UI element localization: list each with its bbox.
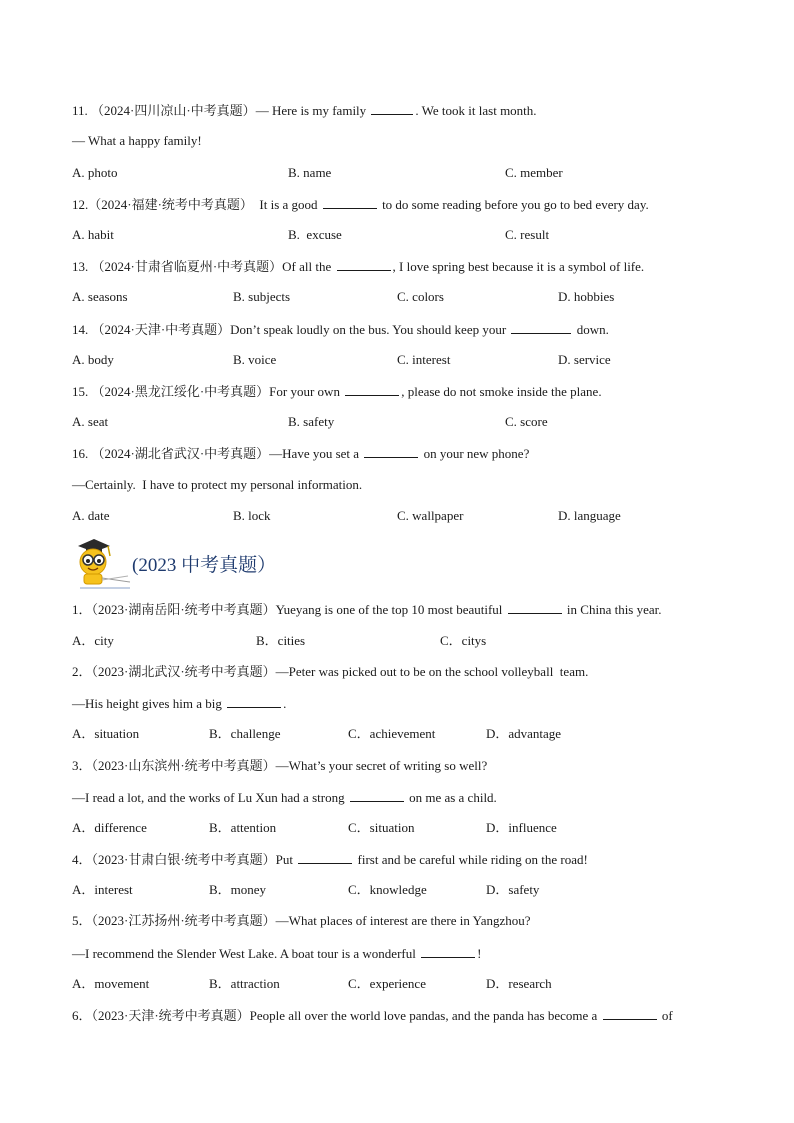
question-15: 15. （2024·黑龙江绥化·中考真题）For your own , please do not smoke inside the plane. (72, 384, 602, 399)
option-b[interactable]: B．attention (209, 820, 277, 835)
option-b[interactable]: B. excuse (288, 227, 342, 242)
options-2 (72, 726, 752, 742)
answer-blank (337, 258, 391, 271)
question-3-reply: —I read a lot, and the works of Lu Xun had a strong on me as a child. (72, 790, 497, 805)
answer-blank (421, 945, 475, 958)
answer-blank (511, 321, 571, 334)
option-c[interactable]: C. wallpaper (397, 508, 464, 523)
answer-blank (371, 102, 413, 115)
option-c[interactable]: C. result (505, 227, 550, 242)
option-b[interactable]: B. name (288, 165, 332, 180)
section-header-2023 (72, 536, 372, 590)
option-d[interactable]: D. language (558, 508, 621, 523)
options-13 (72, 289, 752, 305)
options-3 (72, 820, 752, 836)
answer-blank (508, 601, 562, 614)
question-6: 6．（2023·天津·统考中考真题）People all over the world love pandas, and the panda has become a of (72, 1008, 673, 1023)
question-source: 14. （2024·天津·中考真题） (72, 322, 231, 337)
option-c[interactable]: C. interest (397, 352, 451, 367)
options-1 (72, 633, 752, 649)
option-c[interactable]: C．achievement (348, 726, 436, 741)
option-d[interactable]: D．advantage (486, 726, 562, 741)
options-14 (72, 352, 752, 368)
option-b[interactable]: B．cities (256, 633, 306, 648)
question-source: 2．（2023·湖北武汉·统考中考真题） (72, 664, 276, 679)
option-a[interactable]: A．situation (72, 726, 140, 741)
question-16: 16. （2024·湖北省武汉·中考真题）—Have you set a on your new phone? (72, 446, 530, 461)
question-5: 5．（2023·江苏扬州·统考中考真题）—What places of interest are there in Yangzhou? (72, 913, 531, 928)
question-2: 2．（2023·湖北武汉·统考中考真题）—Peter was picked out to be on the school volleyball team. (72, 664, 589, 679)
option-c[interactable]: C．experience (348, 976, 426, 991)
option-c[interactable]: C．citys (440, 633, 487, 648)
answer-blank (603, 1007, 657, 1020)
question-source: 5．（2023·江苏扬州·统考中考真题） (72, 913, 276, 928)
question-source: 15. （2024·黑龙江绥化·中考真题） (72, 384, 270, 399)
option-d[interactable]: D．safety (486, 882, 540, 897)
option-b[interactable]: B．attraction (209, 976, 280, 991)
answer-blank (345, 383, 399, 396)
question-source: 11. （2024·四川凉山·中考真题） (72, 103, 256, 118)
option-d[interactable]: D．influence (486, 820, 557, 835)
options-11 (72, 165, 752, 181)
options-5 (72, 976, 752, 992)
option-d[interactable]: D. service (558, 352, 611, 367)
options-4 (72, 882, 752, 898)
option-a[interactable]: A．movement (72, 976, 150, 991)
option-b[interactable]: B. lock (233, 508, 271, 523)
option-c[interactable]: C. member (505, 165, 563, 180)
option-c[interactable]: C. colors (397, 289, 444, 304)
question-13: 13. （2024·甘肃省临夏州·中考真题）Of all the , I love spring best because it is a symbol of life. (72, 259, 645, 274)
option-d[interactable]: D. hobbies (558, 289, 615, 304)
question-12: 12.（2024·福建·统考中考真题） It is a good to do some reading before you go to bed every day. (72, 197, 649, 212)
option-a[interactable]: A. habit (72, 227, 114, 242)
question-source: 16. （2024·湖北省武汉·中考真题） (72, 446, 270, 461)
question-16-reply: —Certainly. I have to protect my personal information. (72, 477, 363, 492)
question-source: 6．（2023·天津·统考中考真题） (72, 1008, 250, 1023)
option-a[interactable]: A. photo (72, 165, 118, 180)
options-15 (72, 414, 752, 430)
question-11-reply: — What a happy family! (72, 133, 202, 148)
option-b[interactable]: B. subjects (233, 289, 291, 304)
question-source: 3．（2023·山东滨州·统考中考真题） (72, 758, 276, 773)
option-a[interactable]: A. date (72, 508, 110, 523)
question-source: 13. （2024·甘肃省临夏州·中考真题） (72, 259, 283, 274)
question-source: 1．（2023·湖南岳阳·统考中考真题） (72, 602, 276, 617)
answer-blank (227, 695, 281, 708)
option-d[interactable]: D．research (486, 976, 552, 991)
option-c[interactable]: C. score (505, 414, 548, 429)
option-c[interactable]: C．knowledge (348, 882, 427, 897)
option-a[interactable]: A．interest (72, 882, 133, 897)
option-c[interactable]: C．situation (348, 820, 415, 835)
option-a[interactable]: A. body (72, 352, 114, 367)
question-11: 11. （2024·四川凉山·中考真题）— Here is my family . We took it last month. (72, 103, 537, 118)
option-b[interactable]: B．money (209, 882, 267, 897)
option-a[interactable]: A. seasons (72, 289, 128, 304)
option-a[interactable]: A. seat (72, 414, 109, 429)
option-a[interactable]: A．city (72, 633, 114, 648)
question-2-reply: —His height gives him a big . (72, 696, 287, 711)
answer-blank (323, 196, 377, 209)
question-5-reply: —I recommend the Slender West Lake. A boat tour is a wonderful ! (72, 946, 482, 961)
option-a[interactable]: A．difference (72, 820, 147, 835)
option-b[interactable]: B. voice (233, 352, 277, 367)
question-source: 4．（2023·甘肃白银·统考中考真题） (72, 852, 276, 867)
option-b[interactable]: B．challenge (209, 726, 281, 741)
option-b[interactable]: B. safety (288, 414, 335, 429)
question-1: 1．（2023·湖南岳阳·统考中考真题）Yueyang is one of the top 10 most beautiful in China this year. (72, 602, 662, 617)
answer-blank (298, 851, 352, 864)
section-title: (2023 中考真题） (132, 555, 277, 576)
graduate-mascot-icon (72, 536, 134, 590)
options-16 (72, 508, 752, 524)
question-3: 3．（2023·山东滨州·统考中考真题）—What’s your secret of writing so well? (72, 758, 488, 773)
options-12 (72, 227, 752, 243)
question-source: 12.（2024·福建·统考中考真题） (72, 197, 253, 212)
answer-blank (364, 445, 418, 458)
question-14: 14. （2024·天津·中考真题）Don’t speak loudly on the bus. You should keep your down. (72, 322, 609, 337)
answer-blank (350, 789, 404, 802)
question-4: 4．（2023·甘肃白银·统考中考真题）Put first and be careful while riding on the road! (72, 852, 588, 867)
